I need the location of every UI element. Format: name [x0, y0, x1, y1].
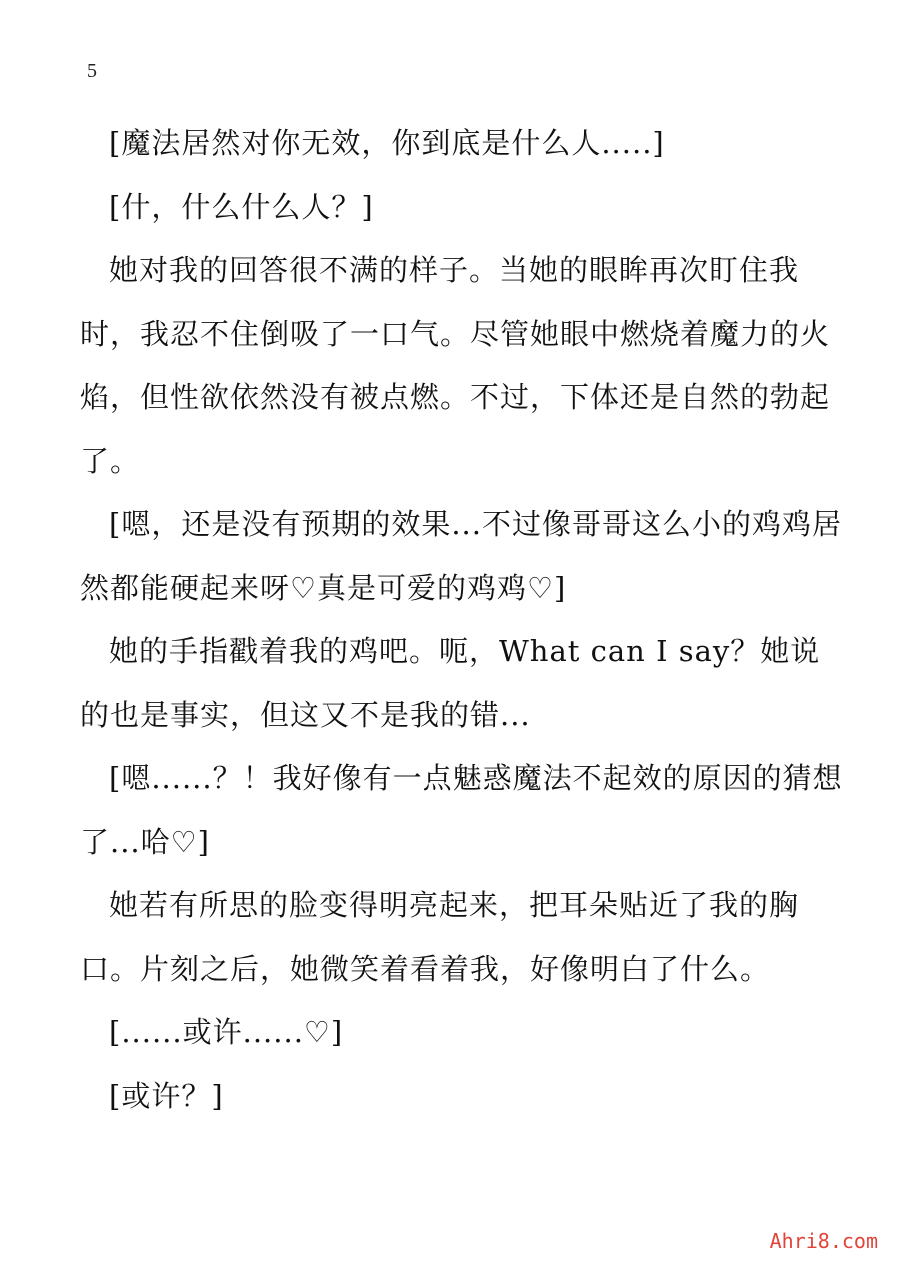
watermark: Ahri8.com	[769, 1229, 878, 1253]
paragraph: [嗯，还是没有预期的效果...不过像哥哥这么小的鸡鸡居然都能硬起来呀♡真是可爱的鸡鸡♡]	[80, 507, 842, 605]
paragraph: [魔法居然对你无效，你到底是什么人.....]	[109, 126, 665, 160]
document-body	[80, 112, 850, 1128]
page-number: 5	[87, 60, 97, 82]
paragraph: [......或许......♡]	[109, 1015, 344, 1049]
paragraph: [嗯......？！我好像有一点魅惑魔法不起效的原因的猜想了...哈♡]	[80, 761, 843, 859]
paragraph: [什，什么什么人？]	[109, 189, 374, 224]
paragraph: 她对我的回答很不满的样子。当她的眼眸再次盯住我时，我忍不住倒吸了一口气。尽管她眼中燃烧着魔力的火焰，但性欲依然没有被点燃。不过，下体还是自然的勃起了。	[80, 253, 831, 478]
paragraph: 她若有所思的脸变得明亮起来，把耳朵贴近了我的胸口。片刻之后，她微笑着看着我，好像明白了什么。	[80, 888, 800, 986]
paragraph: [或许？]	[109, 1078, 224, 1113]
paragraph: 她的手指戳着我的鸡吧。呃，What can I say？她说的也是事实，但这又不是我的错...	[80, 634, 821, 732]
